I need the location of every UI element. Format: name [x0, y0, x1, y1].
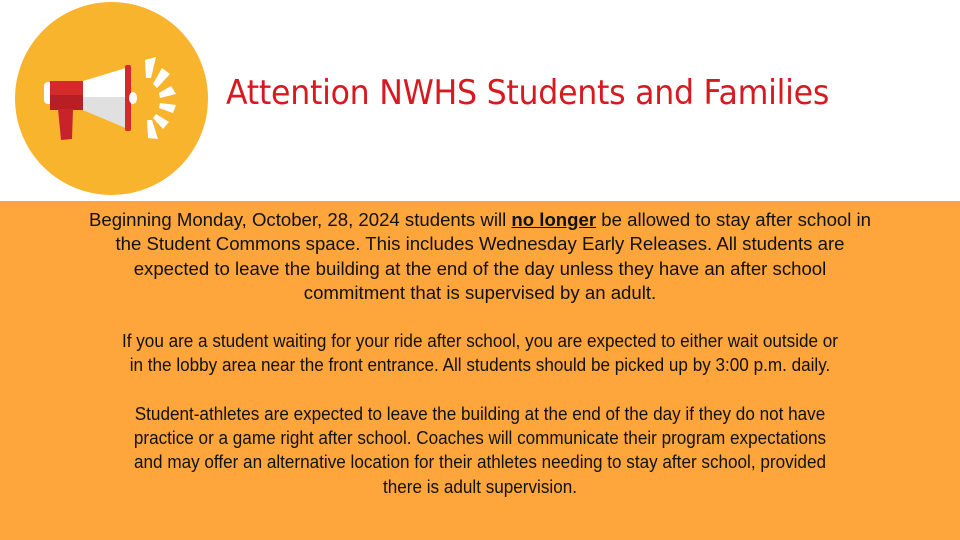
emphasis-no-longer: no longer: [511, 209, 597, 230]
page-title: Attention NWHS Students and Families: [226, 73, 830, 113]
megaphone-icon: [15, 2, 208, 195]
text-line: Student-athletes are expected to leave the building at the end of the day if they do not have: [134, 402, 826, 424]
paragraph-commons-policy: [0, 208, 960, 305]
text-line: If you are a student waiting for your ride after school, you are expected to either wait outside or: [121, 330, 839, 352]
text-line: commitment that is supervised by an adult.: [303, 281, 657, 303]
text-line: in the lobby area near the front entrance. All students should be picked up by 3:00 p.m. daily.: [129, 354, 831, 376]
text-line: and may offer an alternative location for their athletes needing to stay after school, provided: [134, 451, 826, 473]
announcement-badge: [15, 2, 208, 195]
notice-text: [0, 208, 960, 523]
notice-box: [0, 201, 960, 540]
text-segment: Beginning Monday, October, 28, 2024 students will: [88, 209, 512, 230]
text-segment: be allowed to stay after school in: [596, 209, 872, 230]
text-line: [0, 208, 960, 232]
text-line: there is adult supervision.: [383, 475, 577, 497]
text-line: expected to leave the building at the end of the day unless they have an after school: [133, 257, 827, 279]
paragraph-ride-pickup: [38, 329, 921, 378]
text-line: practice or a game right after school. Coaches will communicate their program expectations: [133, 427, 827, 449]
text-line: the Student Commons space. This includes Wednesday Early Releases. All students are: [115, 233, 845, 255]
paragraph-student-athletes: [38, 402, 921, 499]
